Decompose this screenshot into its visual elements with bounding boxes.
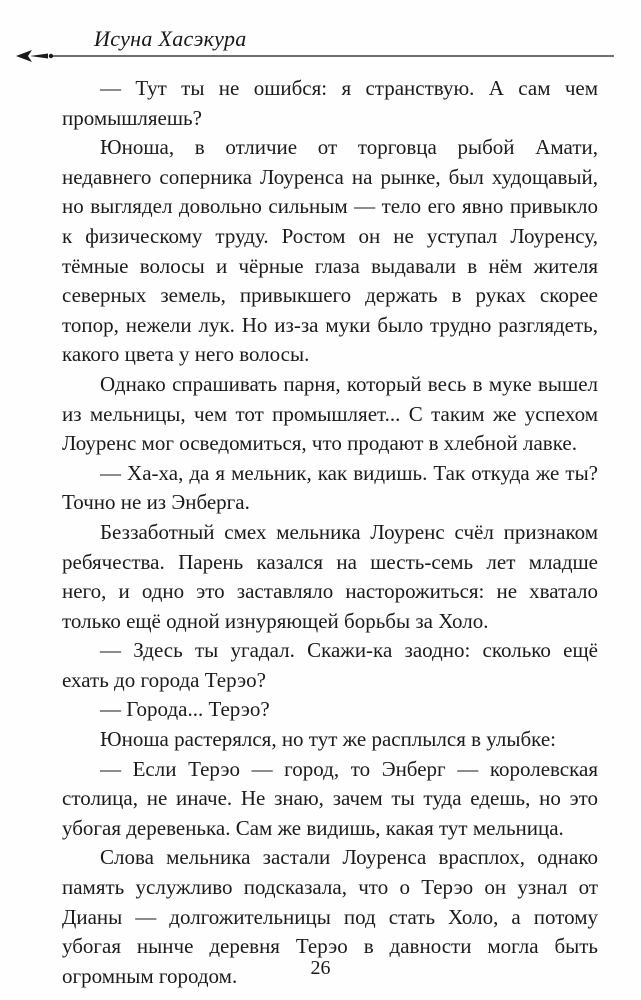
paragraph: — Здесь ты угадал. Скажи-ка заодно: сколько ещё ехать до города Терэо? xyxy=(62,638,598,692)
header-ornament-rule xyxy=(14,44,614,66)
paragraph: — Тут ты не ошибся: я странствую. А сам чем промышляешь? xyxy=(62,76,598,130)
running-header xyxy=(14,26,614,66)
paragraph: Слова мельника застали Лоуренса врасплох, однако память услужливо подсказала, что о Терэо он узнал от Дианы — долгожительницы под стать Холо, а потому убогая нынче деревня Терэо в давности могла быть огромным городом. xyxy=(62,845,598,988)
body-text xyxy=(62,74,598,991)
paragraph: Беззаботный смех мельника Лоуренс счёл признаком ребячества. Парень казался на шесть-семь лет младше него, и одно это заставляло насторожиться: не хватало только ещё одной изнуряющей борьбы за Холо. xyxy=(62,519,598,633)
paragraph: Однако спрашивать парня, который весь в муке вышел из мельницы, чем тот промышляет... С таким же успехом Лоуренс мог осведомиться, что продают в хлебной лавке. xyxy=(62,371,598,456)
paragraph: Юноша, в отличие от торговца рыбой Амати, недавнего соперника Лоуренса на рынке, был худощавый, но выглядел довольно сильным — тело его явно привыкло к физическому труду. Ростом он не уступал Лоуренсу, тёмные волосы и чёрные глаза выдавали в нём жителя северных земель, привыкшего держать в руках скорее топор, нежели лук. Но из-за муки было трудно разглядеть, какого цвета у него волосы. xyxy=(62,135,598,367)
header-author: Исуна Хасэкура xyxy=(94,26,247,51)
paragraph: Юноша растерялся, но тут же расплылся в улыбке: xyxy=(100,727,556,752)
paragraph: — Ха-ха, да я мельник, как видишь. Так откуда же ты? Точно не из Энберга. xyxy=(62,460,598,515)
page-number: 26 xyxy=(310,957,331,979)
paragraph: — Города... Терэо? xyxy=(100,697,270,722)
paragraph: — Если Терэо — город, то Энберг — королевская столица, не иначе. Не знаю, зачем ты туда едешь, но это убогая деревенька. Сам же видишь, какая тут мельница. xyxy=(62,756,598,840)
